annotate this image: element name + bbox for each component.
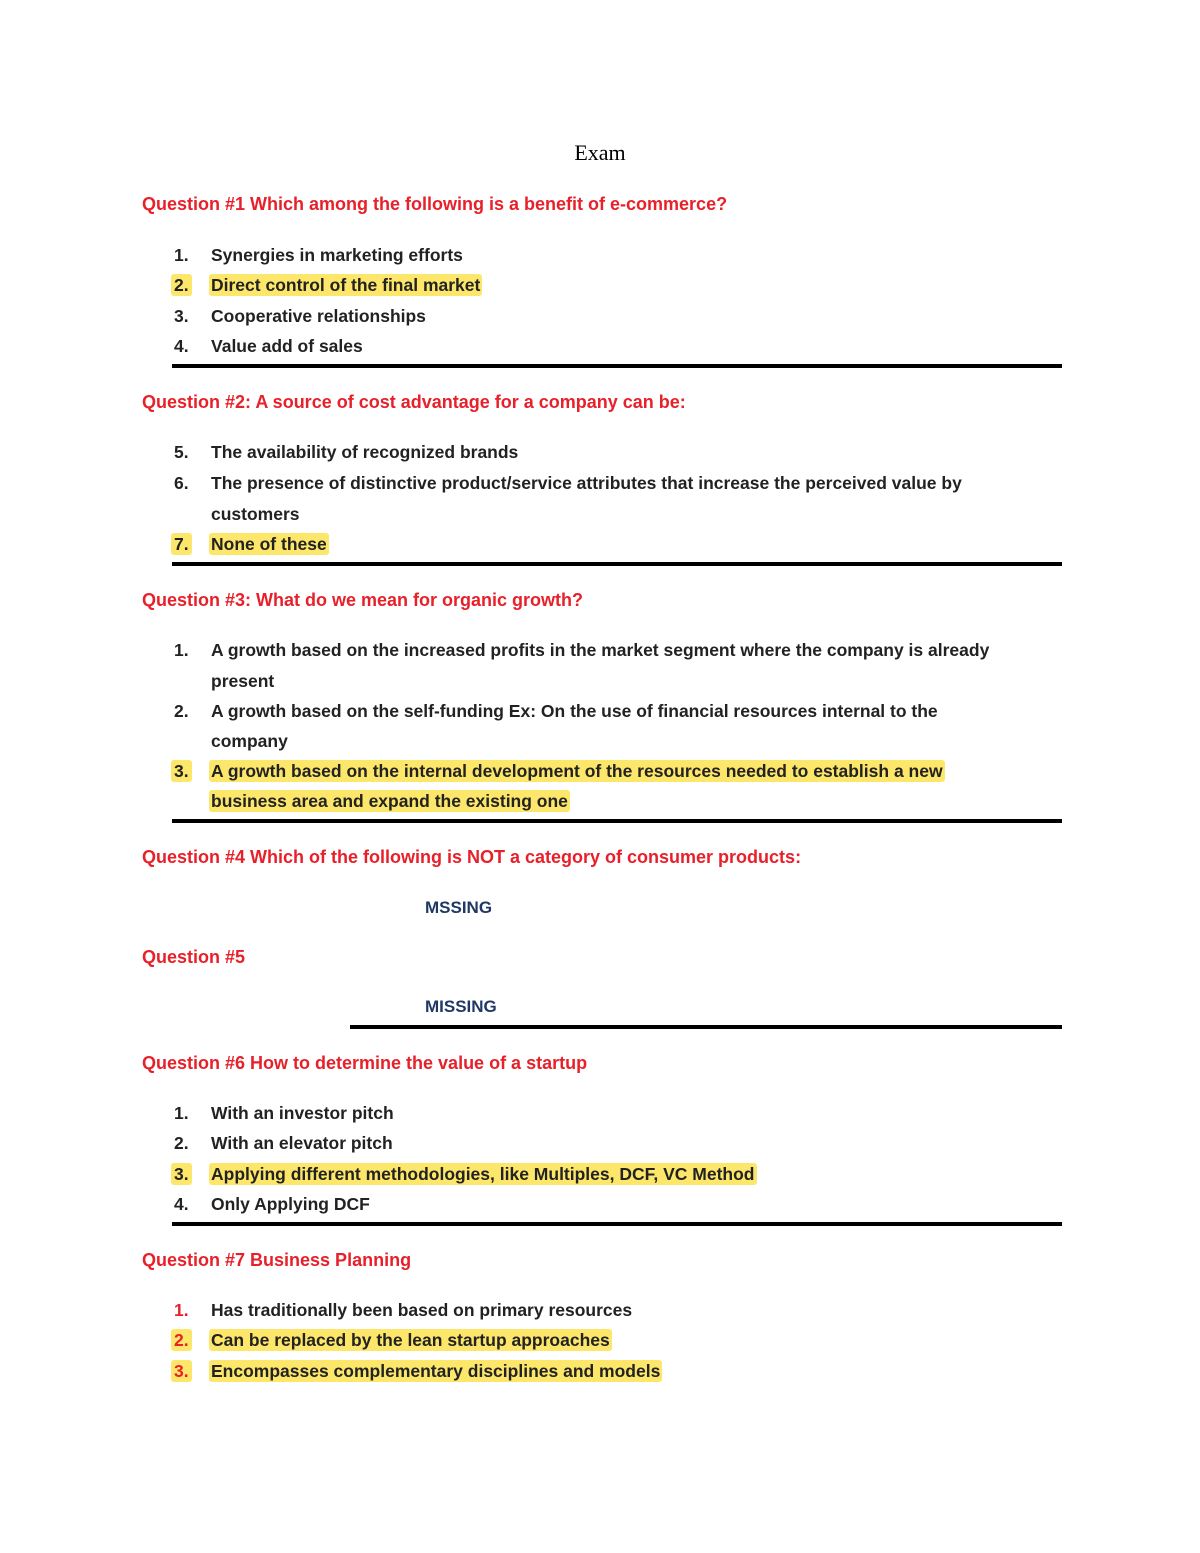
q2-option-6-continuation: customers (211, 504, 300, 524)
page-title: Exam (574, 140, 626, 165)
q1-option-4-number: 4. (174, 336, 189, 356)
q7-option-3 (174, 1361, 662, 1382)
question-3: Question #3: What do we mean for organic growth? (142, 590, 584, 610)
q6-option-4 (174, 1194, 370, 1215)
q6-option-2 (174, 1133, 393, 1154)
q3-option-2-text: A growth based on the self-funding Ex: On the use of financial resources internal to the (211, 701, 938, 721)
q3-option-1-number: 1. (174, 640, 189, 660)
q1-option-4 (174, 336, 363, 357)
q3-option-3 (174, 761, 945, 782)
question-4: Question #4 Which of the following is NOT a category of consumer products: (142, 847, 802, 867)
q7-option-2 (174, 1330, 612, 1351)
q3-option-1-text: A growth based on the increased profits in the market segment where the company is already (211, 640, 990, 660)
question-7: Question #7 Business Planning (142, 1250, 412, 1270)
q4-missing-label: MSSING (425, 898, 493, 917)
q2-option-6 (174, 473, 962, 494)
q1-option-1-number: 1. (174, 245, 189, 265)
q6-option-1-number: 1. (174, 1103, 189, 1123)
divider-3 (172, 819, 1062, 823)
q2-option-7-text: None of these (211, 534, 327, 554)
q2-option-5-text: The availability of recognized brands (211, 442, 519, 462)
q3-option-2-continuation: company (211, 731, 288, 751)
q7-option-3-text: Encompasses complementary disciplines and models (211, 1361, 661, 1381)
q6-option-3-number: 3. (171, 1163, 192, 1185)
question-5: Question #5 (142, 947, 246, 967)
q2-option-5-number: 5. (174, 442, 189, 462)
question-6: Question #6 How to determine the value of a startup (142, 1053, 588, 1073)
q1-option-3-text: Cooperative relationships (211, 306, 426, 326)
q1-option-1-text: Synergies in marketing efforts (211, 245, 463, 265)
divider-4 (350, 1025, 1062, 1029)
q6-option-3-text: Applying different methodologies, like Multiples, DCF, VC Method (211, 1164, 755, 1184)
q1-option-4-text: Value add of sales (211, 336, 363, 356)
q7-option-3-number: 3. (171, 1360, 192, 1382)
divider-1 (172, 364, 1062, 368)
q1-option-3 (174, 306, 426, 327)
q7-option-1-text: Has traditionally been based on primary resources (211, 1300, 633, 1320)
q1-option-3-number: 3. (174, 306, 189, 326)
q3-option-2 (174, 701, 938, 722)
divider-5 (172, 1222, 1062, 1226)
q6-option-1 (174, 1103, 394, 1124)
q3-option-3-number: 3. (171, 760, 192, 782)
q3-option-3-continuation (211, 791, 570, 812)
q1-option-2-number: 2. (171, 274, 192, 296)
divider-2 (172, 562, 1062, 566)
q6-option-4-text: Only Applying DCF (211, 1194, 370, 1214)
q3-option-3-continuation-text: business area and expand the existing one (211, 791, 568, 811)
q3-option-1-continuation: present (211, 671, 275, 691)
q7-option-2-text: Can be replaced by the lean startup approaches (211, 1330, 610, 1350)
question-2: Question #2: A source of cost advantage for a company can be: (142, 392, 686, 412)
q2-option-7-number: 7. (171, 533, 192, 555)
question-1: Question #1 Which among the following is a benefit of e-commerce? (142, 194, 728, 214)
q7-option-1 (174, 1300, 632, 1321)
q6-option-1-text: With an investor pitch (211, 1103, 394, 1123)
q1-option-2 (174, 275, 482, 296)
q6-option-2-number: 2. (174, 1133, 189, 1153)
q2-option-6-text: The presence of distinctive product/service attributes that increase the perceived value by (211, 473, 962, 493)
q2-option-5 (174, 442, 518, 463)
q3-option-2-number: 2. (174, 701, 189, 721)
q3-option-3-text: A growth based on the internal development of the resources needed to establish a new (211, 761, 943, 781)
q2-option-7 (174, 534, 329, 555)
q5-missing-label: MISSING (425, 997, 497, 1016)
q3-option-1 (174, 640, 989, 661)
q7-option-1-number: 1. (174, 1300, 189, 1320)
q7-option-2-number: 2. (171, 1329, 192, 1351)
q1-option-2-text: Direct control of the final market (211, 275, 481, 295)
q6-option-4-number: 4. (174, 1194, 189, 1214)
q2-option-6-number: 6. (174, 473, 189, 493)
q1-option-1 (174, 245, 463, 266)
q6-option-2-text: With an elevator pitch (211, 1133, 393, 1153)
q6-option-3 (174, 1164, 757, 1185)
